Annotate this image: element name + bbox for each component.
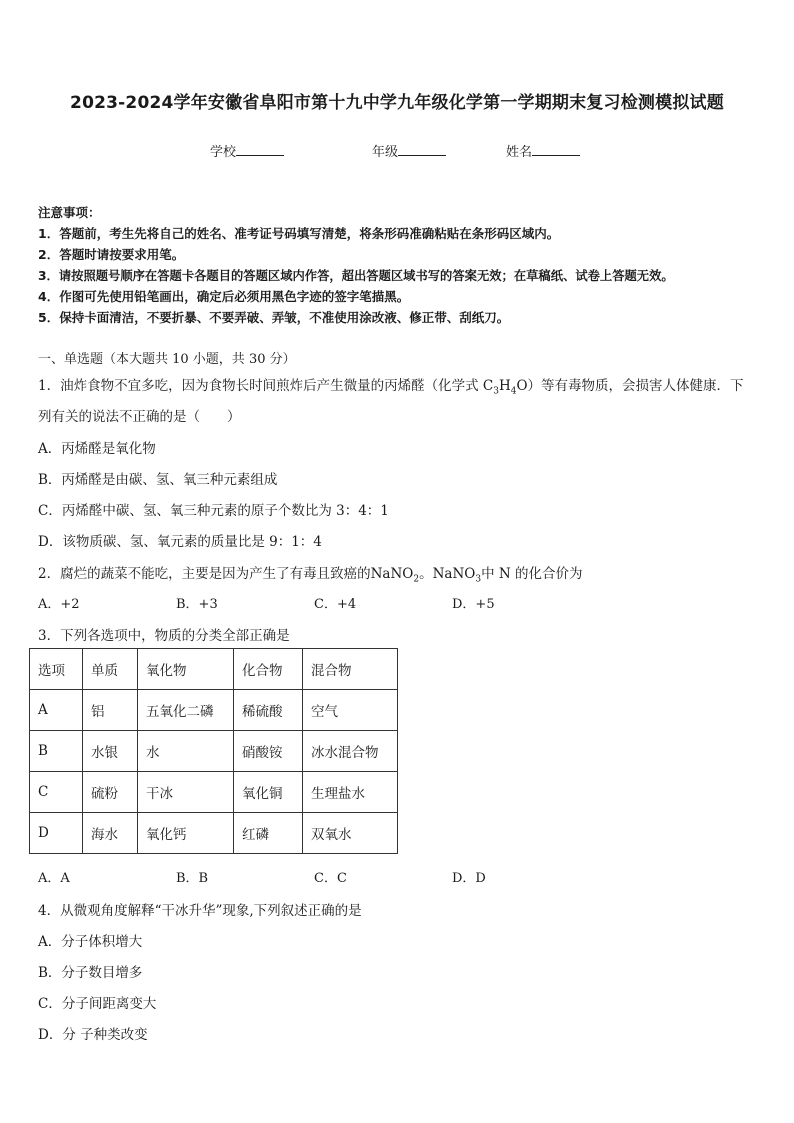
q2-text-part: 中 N 的化合价为	[481, 566, 583, 582]
table-cell: 稀硫酸	[234, 690, 303, 731]
table-cell: 硫粉	[83, 772, 138, 813]
table-row	[30, 813, 398, 854]
note-item: 1．答题前，考生先将自己的姓名、准考证号码填写清楚，将条形码准确粘贴在条形码区域内。	[38, 226, 560, 241]
table-row	[30, 772, 398, 813]
q4-option-b: B．分子数目增多	[38, 965, 143, 981]
name-blank	[532, 143, 580, 156]
q2-option-c: C．+4	[314, 597, 357, 612]
grade-blank	[398, 143, 446, 156]
notes-heading: 注意事项：	[38, 205, 101, 220]
q1-option-b: B．丙烯醛是由碳、氢、氧三种元素组成	[38, 472, 278, 488]
grade-field	[372, 141, 446, 160]
table-cell: 干冰	[138, 772, 234, 813]
q2-text-part: 2．腐烂的蔬菜不能吃，主要是因为产生了有毒且致癌的NaNO	[38, 566, 414, 582]
q1-option-a: A．丙烯醛是氧化物	[38, 441, 156, 457]
note-item: 5．保持卡面清洁，不要折暴、不要弄破、弄皱，不准使用涂改液、修正带、刮纸刀。	[38, 310, 510, 325]
q1-text-part: O）等有毒物质，会损害人体健康．下	[516, 378, 744, 394]
table-header-cell: 选项	[30, 649, 83, 690]
question-1-text	[38, 374, 744, 397]
q1-subscript: 4	[510, 386, 517, 397]
table-cell: 红磷	[234, 813, 303, 854]
table-cell: B	[30, 731, 83, 772]
q2-subscript: 2	[413, 574, 420, 585]
q2-option-d: D．+5	[452, 597, 495, 612]
exam-title: 2023-2024学年安徽省阜阳市第十九中学九年级化学第一学期期末复习检测模拟试题	[70, 93, 724, 113]
classification-table	[29, 648, 398, 854]
q4-option-a: A．分子体积增大	[38, 934, 143, 950]
q1-option-d: D．该物质碳、氢、氧元素的质量比是 9：1：4	[38, 534, 322, 550]
q3-option-d: D．D	[452, 871, 486, 886]
table-cell: 生理盐水	[303, 772, 398, 813]
q1-text-part: H	[498, 378, 511, 394]
q3-option-a: A．A	[38, 871, 70, 886]
table-row	[30, 731, 398, 772]
name-field	[506, 141, 580, 160]
question-3-text: 3．下列各选项中，物质的分类全部正确是	[38, 628, 290, 644]
q1-option-c: C．丙烯醛中碳、氢、氧三种元素的原子个数比为 3：4：1	[38, 503, 389, 519]
table-header-row	[30, 649, 398, 690]
name-label: 姓名	[506, 145, 533, 160]
table-row	[30, 690, 398, 731]
q3-option-c: C．C	[314, 871, 347, 886]
table-cell: 水	[138, 731, 234, 772]
school-field	[210, 141, 284, 160]
q2-subscript: 3	[475, 574, 482, 585]
table-header-cell: 氧化物	[138, 649, 234, 690]
q2-text-part: 。NaNO	[419, 566, 476, 582]
table-cell: C	[30, 772, 83, 813]
grade-label: 年级	[372, 145, 399, 160]
table-cell: 海水	[83, 813, 138, 854]
q2-option-b: B．+3	[176, 597, 218, 612]
q2-option-a: A．+2	[38, 597, 80, 612]
note-item: 2．答题时请按要求用笔。	[38, 247, 185, 262]
q1-subscript: 3	[493, 386, 499, 397]
q4-option-c: C．分子间距离变大	[38, 996, 157, 1012]
table-cell: 硝酸铵	[234, 731, 303, 772]
table-cell: D	[30, 813, 83, 854]
table-cell: 空气	[303, 690, 398, 731]
table-header-cell: 化合物	[234, 649, 303, 690]
table-cell: 氧化钙	[138, 813, 234, 854]
note-item: 3．请按照题号顺序在答题卡各题目的答题区域内作答，超出答题区域书写的答案无效；在草稿纸、试卷上答题无效。	[38, 269, 674, 283]
table-cell: 氧化铜	[234, 772, 303, 813]
q4-option-d: D．分 子种类改变	[38, 1027, 148, 1043]
table-cell: 水银	[83, 731, 138, 772]
q3-option-b: B．B	[176, 871, 209, 886]
school-blank	[236, 143, 284, 156]
school-label: 学校	[210, 145, 237, 160]
table-header-cell: 混合物	[303, 649, 398, 690]
table-cell: A	[30, 690, 83, 731]
q1-text-part: 1．油炸食物不宜多吃，因为食物长时间煎炸后产生微量的丙烯醛（化学式 C	[38, 378, 494, 394]
table-cell: 双氧水	[303, 813, 398, 854]
question-4-text: 4．从微观角度解释“干冰升华”现象,下列叙述正确的是	[38, 903, 362, 919]
note-item: 4．作图可先使用铅笔画出，确定后必须用黑色字迹的签字笔描黑。	[38, 289, 410, 304]
question-2-text	[38, 562, 582, 585]
table-cell: 五氧化二磷	[138, 690, 234, 731]
section-heading: 一、单选题（本大题共 10 小题，共 30 分）	[38, 352, 296, 367]
question-1-text-cont: 列有关的说法不正确的是（ ）	[38, 409, 241, 425]
table-cell: 铝	[83, 690, 138, 731]
table-header-cell: 单质	[83, 649, 138, 690]
table-cell: 冰水混合物	[303, 731, 398, 772]
